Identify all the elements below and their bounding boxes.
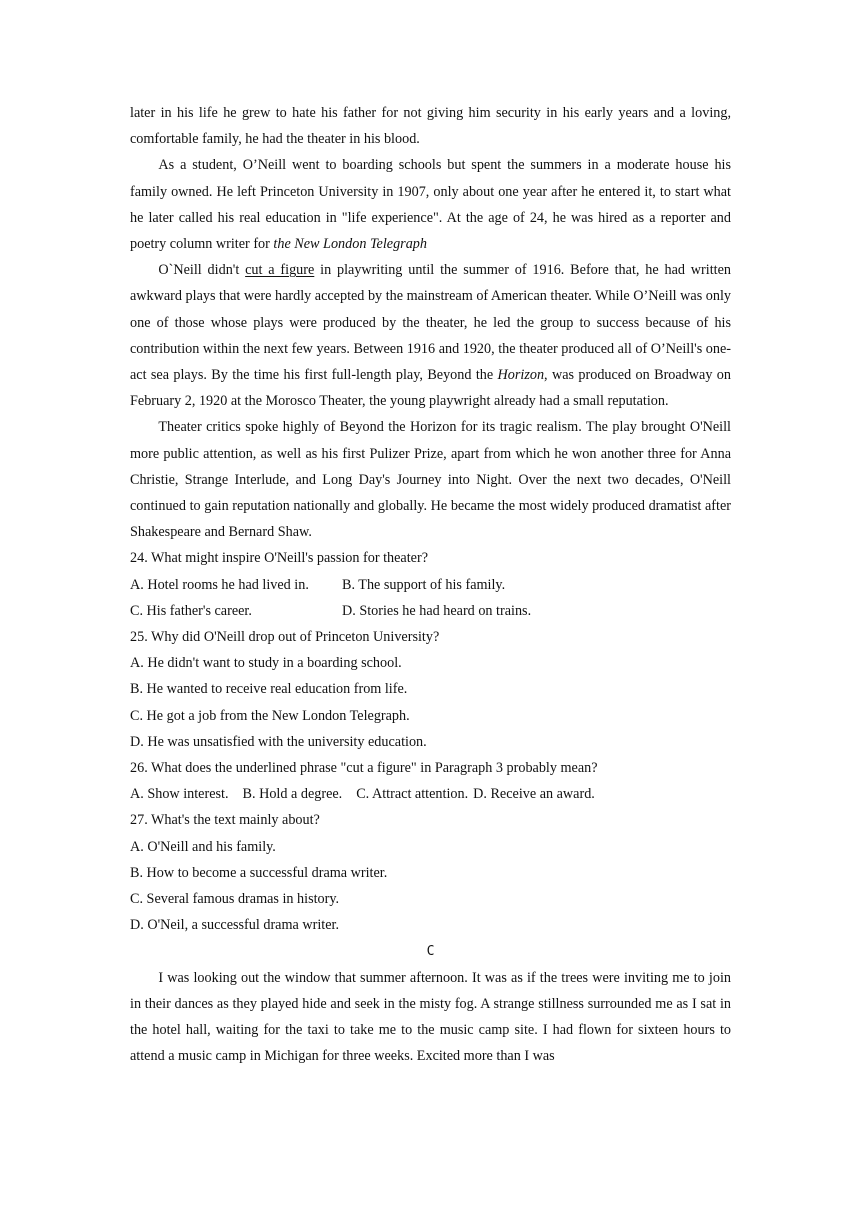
question-27-option-a: A. O'Neill and his family. [130,838,276,855]
section-c-paragraph-1: I was looking out the window that summer afternoon. It was as if the trees were inviting me to join in their dances as they played hide and seek in the misty fog. A strange stillness surrounded me as I sat in the hotel hall, waiting for the taxi to take me to the music camp site. I had flown for sixteen hours to attend a music camp in Michigan for three weeks. Excited more than I was [130,969,731,1065]
passage-b-paragraph-2 [130,152,731,257]
newspaper-title: the New London Telegraph [273,236,427,253]
passage-b-paragraph-3 [130,257,731,414]
question-24-options-row-1 [130,572,731,598]
passage-b-paragraph-continued: later in his life he grew to hate his father for not giving him security in his early years and a loving, comfortable family, he had the theater in his blood. [130,105,731,148]
paragraph-3-text-a: O`Neill didn't [158,262,246,279]
question-25-option-b: B. He wanted to receive real education from life. [130,681,408,698]
question-26-option-b: B. Hold a degree. [242,786,343,803]
section-c-heading: C [426,943,435,959]
question-24-options-row-2 [130,598,731,624]
question-25-option-c: C. He got a job from the New London Telegraph. [130,707,410,724]
paragraph-3-text-b: in playwriting until the summer of 1916. Before that, he had written awkward plays that were hardly accepted by the mainstream of American theater. While O’Neill was only one of those whose plays were produced by the theater, he led the group to success because of his contribution within the next few years. Between 1916 and 1920, the theater produced all of O’Neill's one-act sea plays. By the time his first full-length play, Beyond the [130,262,731,384]
question-24-option-a: A. Hotel rooms he had lived in. [130,576,309,593]
question-27-option-b: B. How to become a successful drama writer. [130,864,388,881]
question-26-option-a: A. Show interest. [130,786,229,803]
play-title-italic: Horizon [497,367,545,384]
question-27-option-d: D. O'Neil, a successful drama writer. [130,917,339,934]
question-25-stem: 25. Why did O'Neill drop out of Princeton University? [130,629,440,646]
passage-b-paragraph-4: Theater critics spoke highly of Beyond the Horizon for its tragic realism. The play brought O'Neill more public attention, as well as his first Pulizer Prize, apart from which he won another three for Anna Christie, Strange Interlude, and Long Day's Journey into Night. Over the next two decades, O'Neill continued to gain reputation nationally and globally. He became the most widely produced dramatist after Shakespeare and Bernard Shaw. [130,419,731,541]
paragraph-2-text: As a student, O’Neill went to boarding schools but spent the summers in a moderate house his family owned. He left Princeton University in 1907, only about one year after he entered it, to start what he later called his real education in "life experience". At the age of 24, he was hired as a reporter and poetry column writer for [130,157,731,253]
question-27-stem: 27. What's the text mainly about? [130,812,320,829]
question-24-option-b: B. The support of his family. [342,576,506,593]
question-26-option-c: C. Attract attention. [356,786,469,803]
question-24-option-c: C. His father's career. [130,602,252,619]
underlined-phrase: cut a figure [245,262,315,279]
question-25-option-a: A. He didn't want to study in a boarding school. [130,655,402,672]
question-26-option-d: D. Receive an award. [473,786,595,803]
question-27-option-c: C. Several famous dramas in history. [130,891,340,908]
paragraph-3-text-c: , was produced on Broadway on February 2, 1920 at the Morosco Theater, the young playwright already had a small reputation. [130,367,731,410]
question-26-stem: 26. What does the underlined phrase "cut a figure" in Paragraph 3 probably mean? [130,760,598,777]
question-24-stem: 24. What might inspire O'Neill's passion for theater? [130,550,428,567]
question-25-option-d: D. He was unsatisfied with the university education. [130,733,427,750]
document-page [130,100,731,1070]
question-24-option-d: D. Stories he had heard on trains. [342,602,532,619]
question-26-options-row [130,781,731,807]
